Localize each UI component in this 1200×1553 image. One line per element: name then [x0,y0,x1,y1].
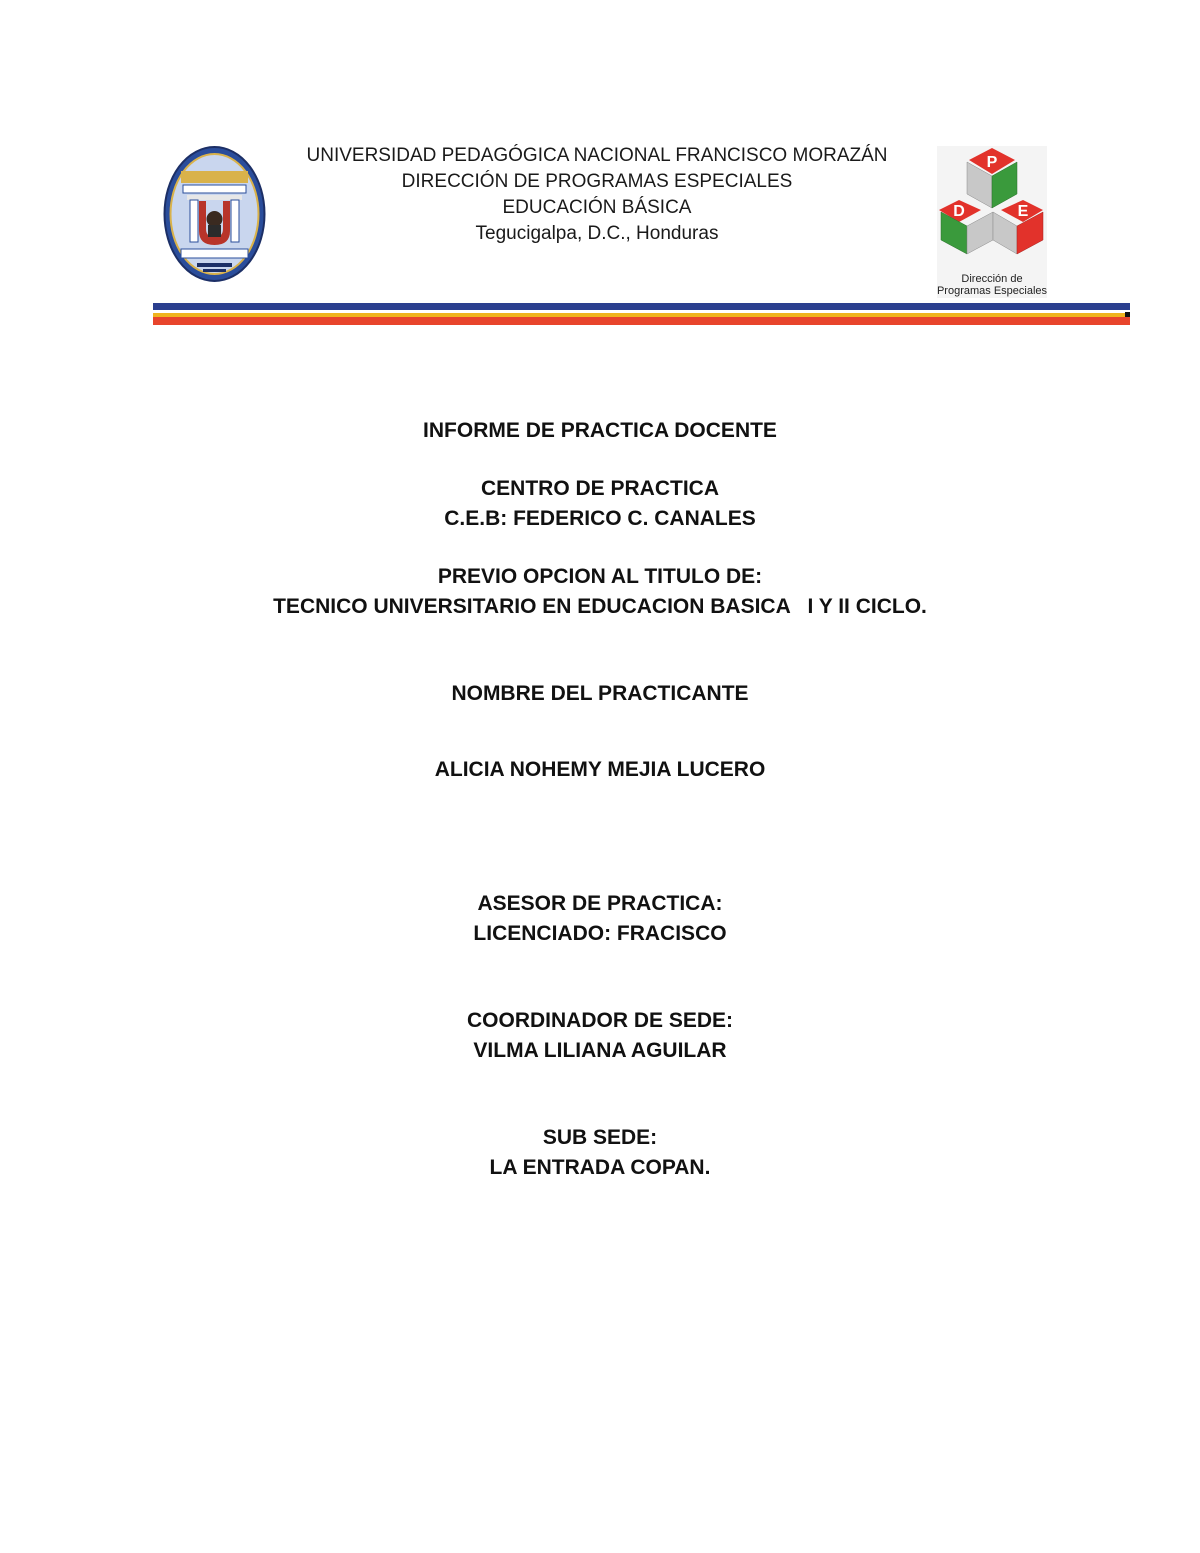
svg-text:E: E [1017,203,1029,220]
report-title: INFORME DE PRACTICA DOCENTE [423,419,777,442]
advisor-block [0,889,1200,949]
university-name: UNIVERSIDAD PEDAGÓGICA NACIONAL FRANCISCO MORAZÁN [306,145,888,166]
dpe-caption-line2: Programas Especiales [937,285,1047,297]
previo-label: PREVIO OPCION AL TITULO DE: [437,565,763,588]
subsede-value: LA ENTRADA COPAN. [489,1156,711,1179]
university-seal-icon [163,145,266,283]
svg-text:P: P [986,154,998,171]
dpe-cube-logo-icon [937,146,1047,298]
header-divider-stripes [153,303,1130,325]
student-label-block [0,679,1200,709]
advisor-value: LICENCIADO: FRACISCO [473,922,727,945]
stripe-end-mark [1125,312,1130,317]
center-block [0,474,1200,534]
location: Tegucigalpa, D.C., Honduras [475,223,719,244]
student-name: ALICIA NOHEMY MEJIA LUCERO [434,758,766,781]
coordinator-label: COORDINADOR DE SEDE: [466,1009,734,1032]
program-name: EDUCACIÓN BÁSICA [502,197,692,218]
stripe-blue [153,303,1130,310]
student-name-block [0,755,1200,785]
advisor-label: ASESOR DE PRACTICA: [477,892,723,915]
subsede-label: SUB SEDE: [542,1126,658,1149]
center-label: CENTRO DE PRACTICA [480,477,719,500]
coordinator-block [0,1006,1200,1066]
student-label: NOMBRE DEL PRACTICANTE [451,682,749,705]
center-value: C.E.B: FEDERICO C. CANALES [444,507,756,530]
header-block [270,143,924,247]
stripe-red [153,317,1130,325]
degree-value: TECNICO UNIVERSITARIO EN EDUCACION BASICA I Y II CICLO. [273,595,927,618]
report-title-block [0,416,1200,446]
direction-name: DIRECCIÓN DE PROGRAMAS ESPECIALES [401,171,793,192]
dpe-caption-line1: Dirección de [961,273,1023,285]
svg-text:D: D [953,203,965,220]
coordinator-value: VILMA LILIANA AGUILAR [473,1039,727,1062]
subsede-block [0,1123,1200,1183]
degree-block [0,562,1200,622]
